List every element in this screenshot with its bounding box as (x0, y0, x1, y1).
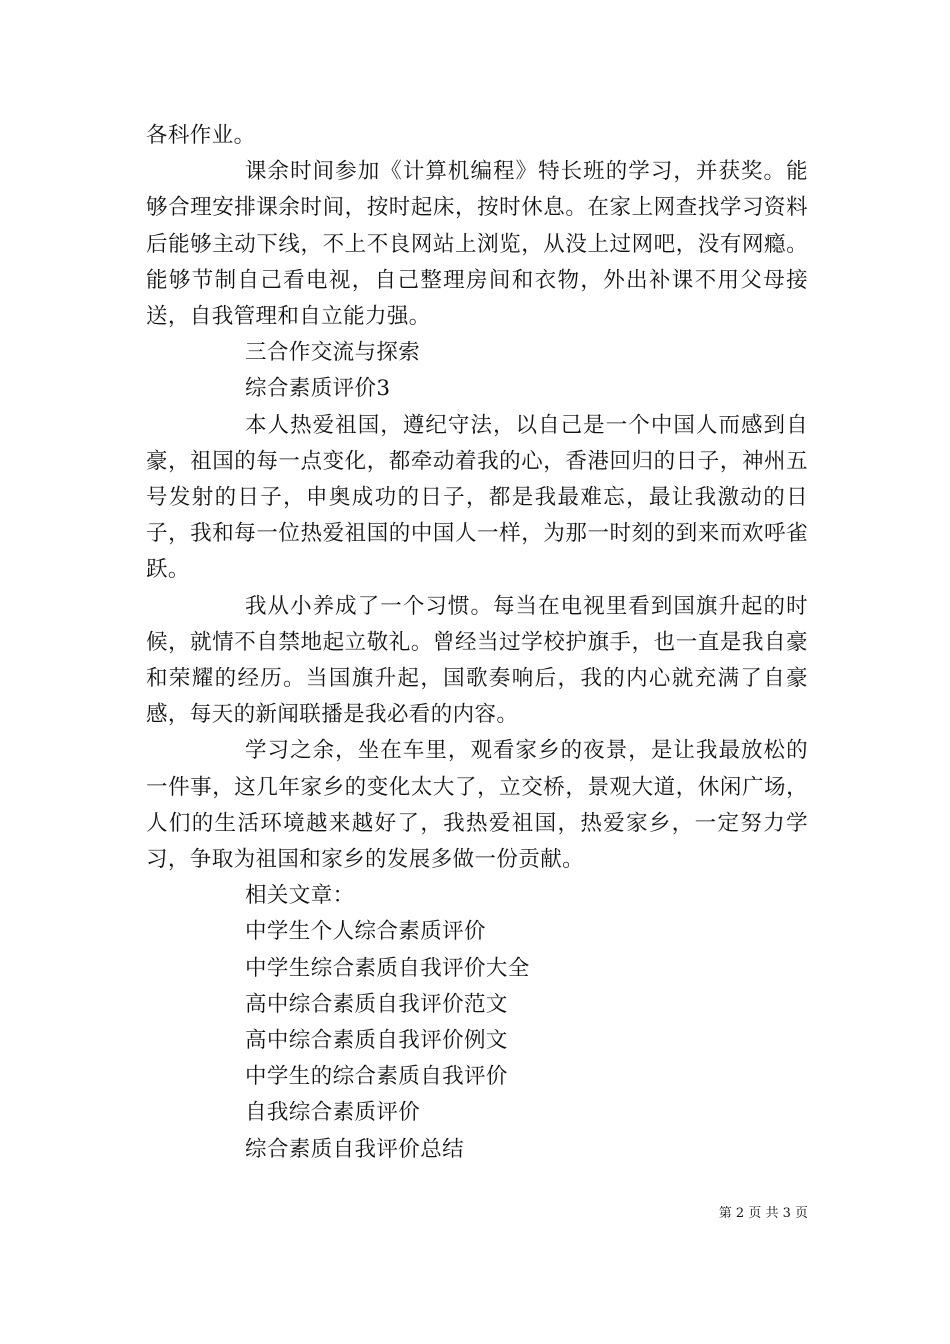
paragraph-hometown: 学习之余，坐在车里，观看家乡的夜景，是让我最放松的一件事，这几年家乡的变化太大了，立交桥，景观大道，休闲广场，人们的生活环境越来越好了，我热爱祖国，热爱家乡，一定努力学习，争取为祖国和家乡的发展多做一份贡献。 (146, 738, 808, 873)
paragraph-continuation: 各科作业。 (146, 123, 256, 148)
related-articles-heading: 相关文章： (245, 883, 355, 909)
page-number-footer: 第 2 页 共 3 页 (718, 1206, 808, 1221)
related-article-link[interactable]: 自我综合素质评价 (245, 1100, 421, 1126)
related-article-link[interactable]: 高中综合素质自我评价例文 (245, 1028, 508, 1054)
document-body (146, 118, 808, 1168)
paragraph-extracurricular: 课余时间参加《计算机编程》特长班的学习，并获奖。能够合理安排课余时间，按时起床，按时休息。在家上网查找学习资料后能够主动下线，不上不良网站上浏览，从没上过网吧，没有网瘾。能够节制自己看电视，自己整理房间和衣物，外出补课不用父母接送，自我管理和自立能力强。 (146, 159, 808, 330)
related-article-link[interactable]: 中学生个人综合素质评价 (245, 919, 486, 945)
paragraph-flag-habit: 我从小养成了一个习惯。每当在电视里看到国旗升起的时候，就情不自禁地起立敬礼。曾经当过学校护旗手，也一直是我自豪和荣耀的经历。当国旗升起，国歌奏响后，我的内心就充满了自豪感，每天的新闻联播是我必看的内容。 (146, 593, 808, 728)
related-articles-list (146, 914, 808, 1167)
related-article-link[interactable]: 高中综合素质自我评价范文 (245, 991, 508, 1017)
related-article-link[interactable]: 中学生的综合素质自我评价 (245, 1064, 508, 1090)
related-article-link[interactable]: 中学生综合素质自我评价大全 (245, 955, 530, 981)
section-heading-evaluation-3: 综合素质评价3 (245, 376, 391, 402)
section-heading-cooperation: 三合作交流与探索 (245, 340, 421, 366)
paragraph-patriotism: 本人热爱祖国，遵纪守法，以自己是一个中国人而感到自豪，祖国的每一点变化，都牵动着我的心，香港回归的日子，神州五号发射的日子，申奥成功的日子，都是我最难忘，最让我激动的日子，我和每一位热爱祖国的中国人一样，为那一时刻的到来而欢呼雀跃。 (146, 412, 808, 583)
related-article-link[interactable]: 综合素质自我评价总结 (245, 1136, 465, 1162)
